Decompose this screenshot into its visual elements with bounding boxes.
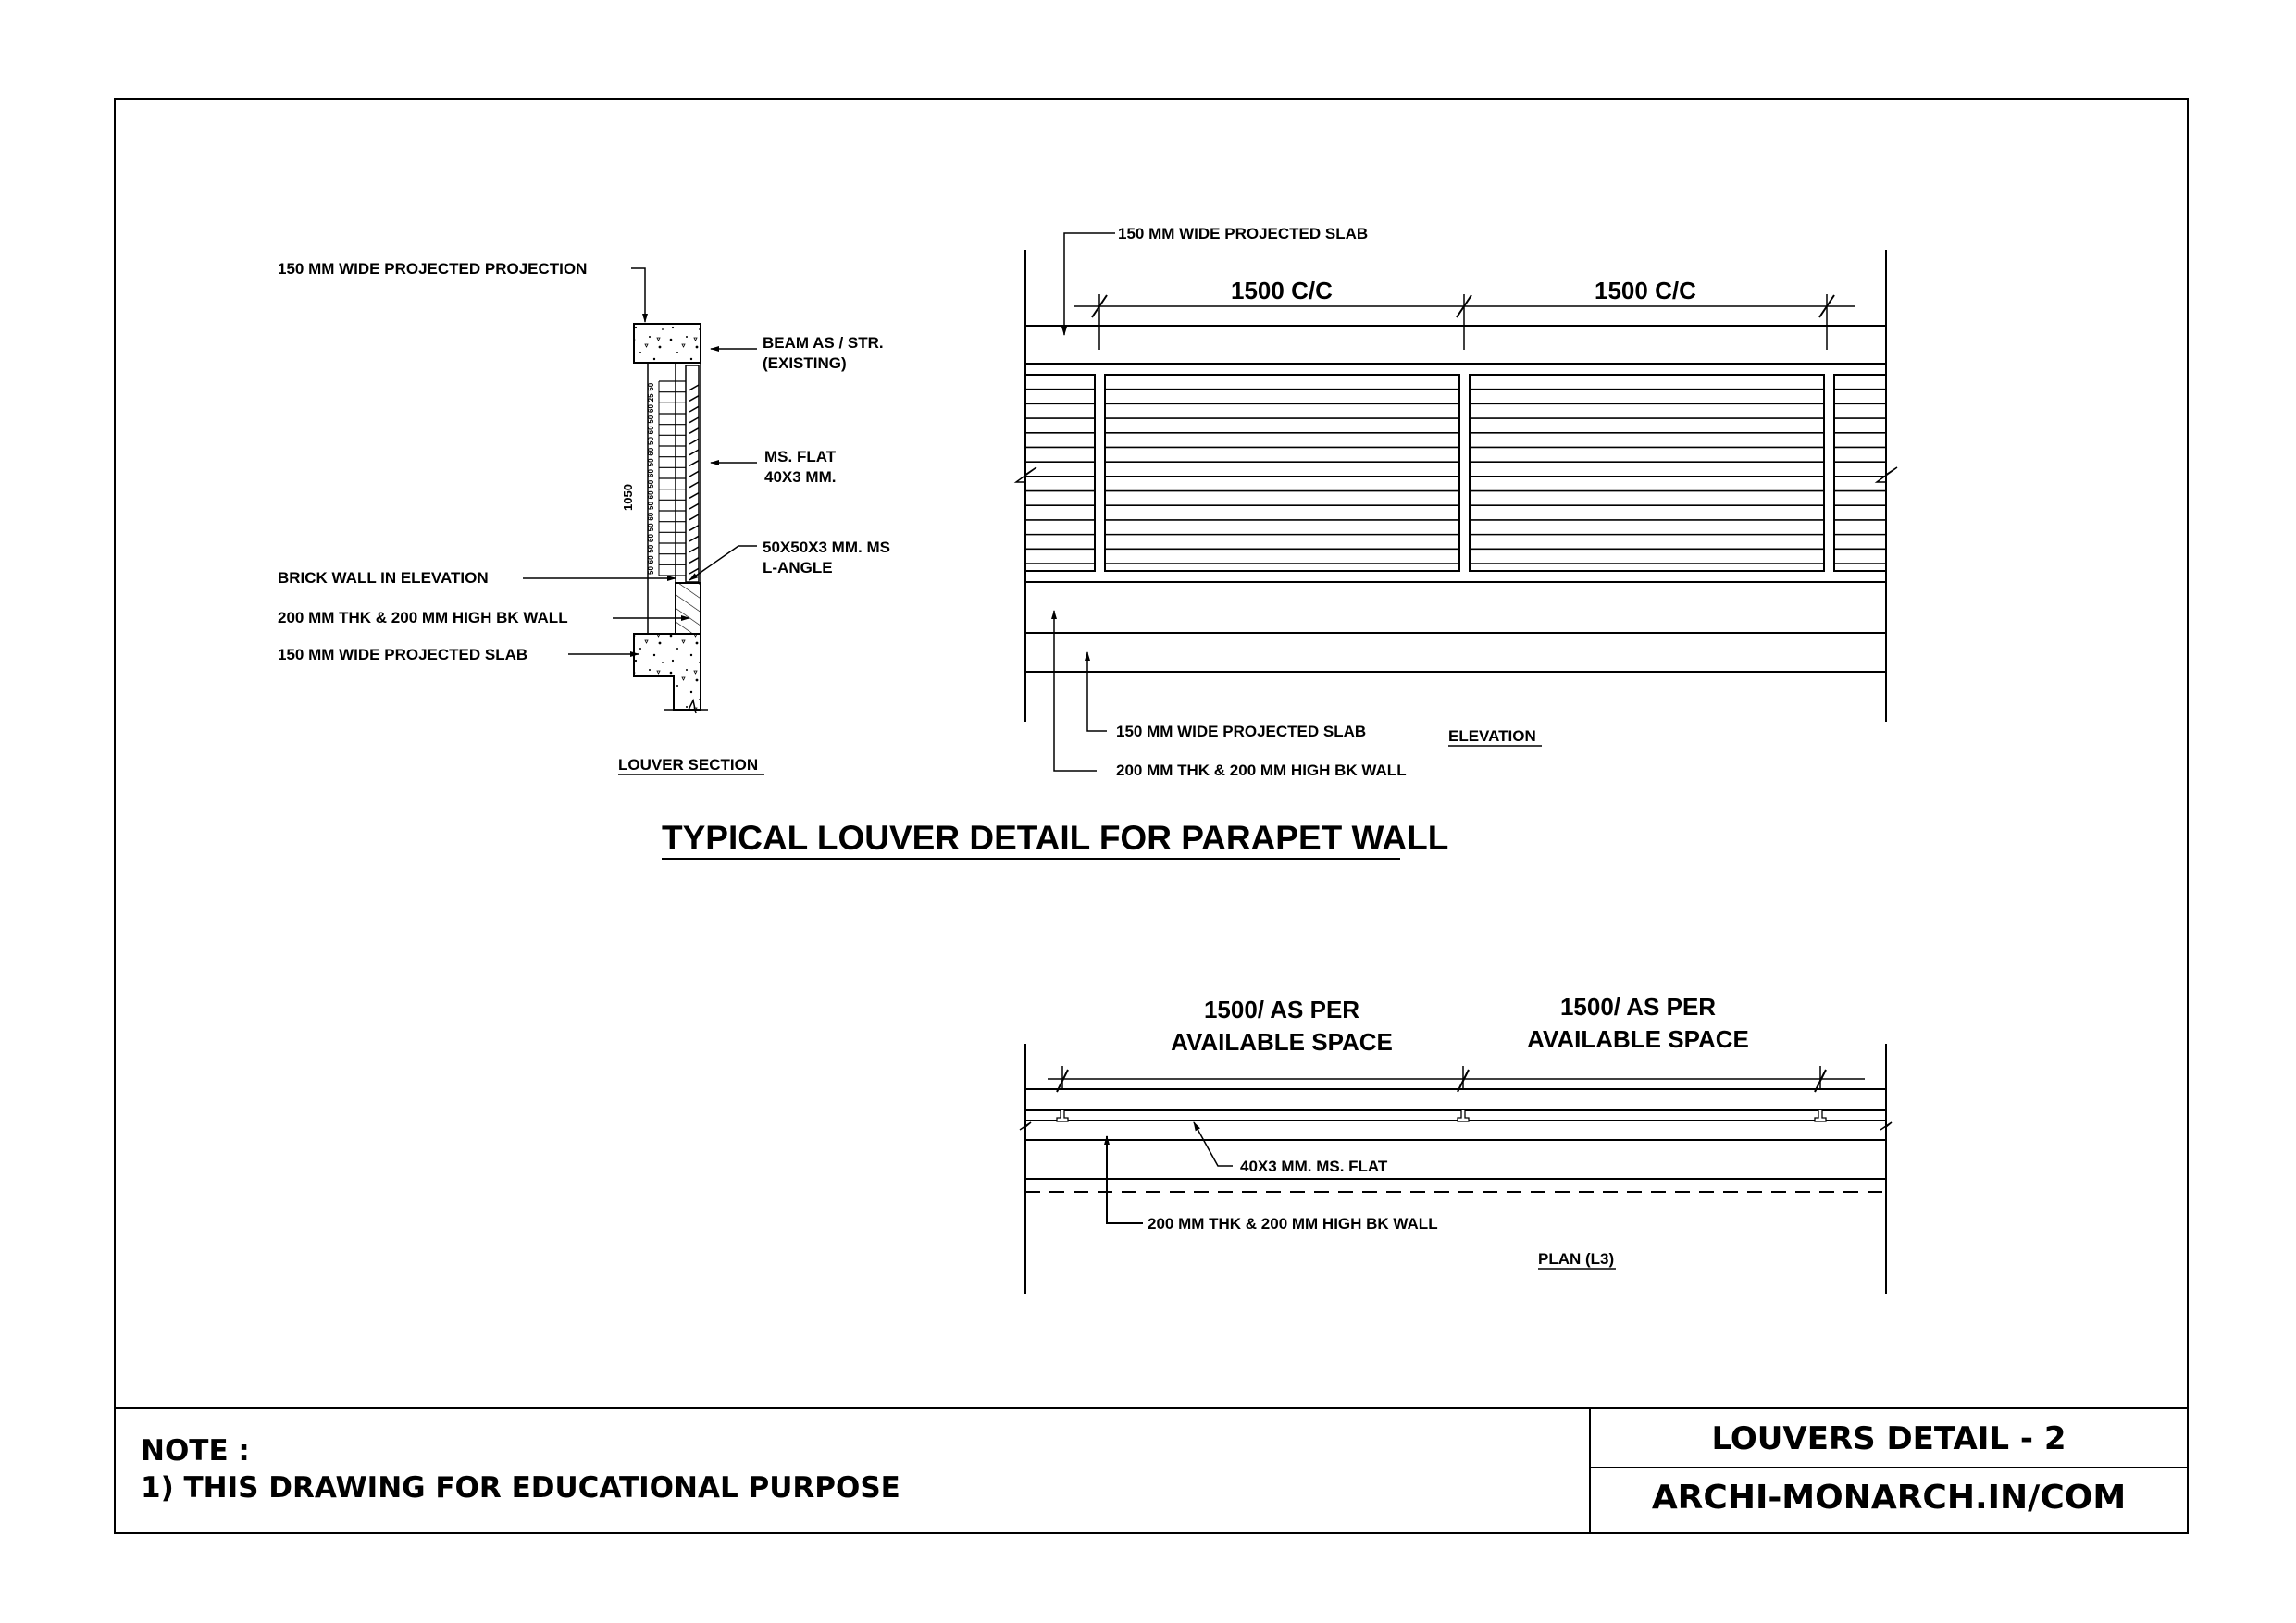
section-slat-blade — [689, 461, 699, 466]
note-line-1: 1) THIS DRAWING FOR EDUCATIONAL PURPOSE — [141, 1471, 900, 1505]
label-l-angle-1: 50X50X3 MM. MS — [763, 539, 890, 556]
section-slat-spacing: 60 — [647, 512, 655, 521]
section-slat-spacing: 25 — [647, 393, 655, 403]
label-top-projection: 150 MM WIDE PROJECTED PROJECTION — [278, 260, 588, 278]
main-title: TYPICAL LOUVER DETAIL FOR PARAPET WALL — [662, 819, 1449, 857]
section-slat-blade — [689, 471, 699, 477]
louver-section — [278, 260, 890, 774]
section-slat-blade — [689, 428, 699, 434]
sheet-border — [115, 99, 2188, 1533]
elevation-view — [1016, 225, 1897, 779]
dimension-1050: 1050 — [621, 484, 635, 511]
plan-t-post — [1815, 1110, 1826, 1121]
section-slat-blade — [689, 417, 699, 423]
label-brick-wall: BRICK WALL IN ELEVATION — [278, 569, 489, 587]
section-slat-spacing: 60 — [647, 490, 655, 500]
section-slat-blade — [689, 493, 699, 499]
section-slat-blade — [689, 396, 699, 402]
section-slat-blade — [689, 439, 699, 444]
plan-t-post — [1057, 1110, 1068, 1121]
brick-wall-hatch — [676, 583, 701, 634]
elevation-label-slab: 150 MM WIDE PROJECTED SLAB — [1116, 723, 1367, 740]
label-beam-1: BEAM AS / STR. — [763, 334, 884, 352]
elevation-dim-1: 1500 C/C — [1231, 277, 1333, 304]
section-slat-spacing: 60 — [647, 426, 655, 435]
section-slat-spacing: 50 — [647, 502, 655, 510]
section-slat-blade — [689, 536, 699, 541]
plan-flat-label: 40X3 MM. MS. FLAT — [1240, 1158, 1388, 1175]
label-bk-wall: 200 MM THK & 200 MM HIGH BK WALL — [278, 609, 568, 626]
elevation-panels — [1025, 375, 1886, 571]
section-slat-spacing: 60 — [647, 555, 655, 564]
label-bottom-slab: 150 MM WIDE PROJECTED SLAB — [278, 646, 528, 663]
section-slat-blade — [689, 547, 699, 552]
section-slat-blade — [689, 482, 699, 488]
plan-dim-1-line1: 1500/ AS PER — [1203, 996, 1360, 1023]
section-slat-spacing: 50 — [647, 458, 655, 467]
section-slat-blade — [689, 514, 699, 520]
label-beam-2: (EXISTING) — [763, 354, 847, 372]
section-slat-blade — [689, 406, 699, 412]
beam-concrete — [634, 324, 701, 363]
section-slat-spacing: 60 — [647, 469, 655, 477]
plan-t-post — [1458, 1110, 1469, 1121]
section-slats — [647, 381, 699, 576]
section-slat-spacing: 50 — [647, 566, 655, 575]
elevation-top-label: 150 MM WIDE PROJECTED SLAB — [1118, 225, 1369, 242]
section-title: LOUVER SECTION — [618, 756, 759, 774]
label-ms-flat-1: MS. FLAT — [764, 448, 837, 465]
plan-view — [1020, 993, 1892, 1294]
section-slat-blade — [689, 526, 699, 531]
section-slat-blade — [689, 568, 699, 574]
section-slat-blade — [689, 450, 699, 455]
plan-dim-2-line1: 1500/ AS PER — [1559, 993, 1717, 1021]
section-slat-spacing: 60 — [647, 447, 655, 456]
section-slat-spacing: 50 — [647, 479, 655, 489]
plan-title: PLAN (L3) — [1538, 1250, 1615, 1268]
plan-dim-1-line2: AVAILABLE SPACE — [1171, 1028, 1393, 1056]
slab-concrete — [634, 634, 701, 710]
section-slat-spacing: 50 — [647, 382, 655, 391]
website-label: ARCHI-MONARCH.IN/COM — [1651, 1479, 2127, 1517]
note-heading: NOTE : — [141, 1434, 250, 1468]
plan-wall-label: 200 MM THK & 200 MM HIGH BK WALL — [1148, 1215, 1438, 1233]
section-slat-blade — [689, 385, 699, 390]
section-slat-blade — [689, 503, 699, 509]
elevation-label-wall: 200 MM THK & 200 MM HIGH BK WALL — [1116, 762, 1407, 779]
plan-dim-2-line2: AVAILABLE SPACE — [1527, 1025, 1749, 1053]
elevation-title: ELEVATION — [1448, 727, 1536, 745]
label-l-angle-2: L-ANGLE — [763, 559, 833, 576]
section-slat-blade — [689, 558, 699, 564]
section-slat-spacing: 60 — [647, 534, 655, 542]
section-slat-spacing: 50 — [647, 437, 655, 445]
label-ms-flat-2: 40X3 MM. — [764, 468, 837, 486]
section-slat-spacing: 50 — [647, 544, 655, 553]
section-slat-spacing: 50 — [647, 415, 655, 424]
elevation-dim-2: 1500 C/C — [1595, 277, 1696, 304]
section-slat-spacing: 60 — [647, 404, 655, 413]
drawing-title: LOUVERS DETAIL - 2 — [1711, 1420, 2066, 1457]
section-slat-spacing: 50 — [647, 523, 655, 532]
